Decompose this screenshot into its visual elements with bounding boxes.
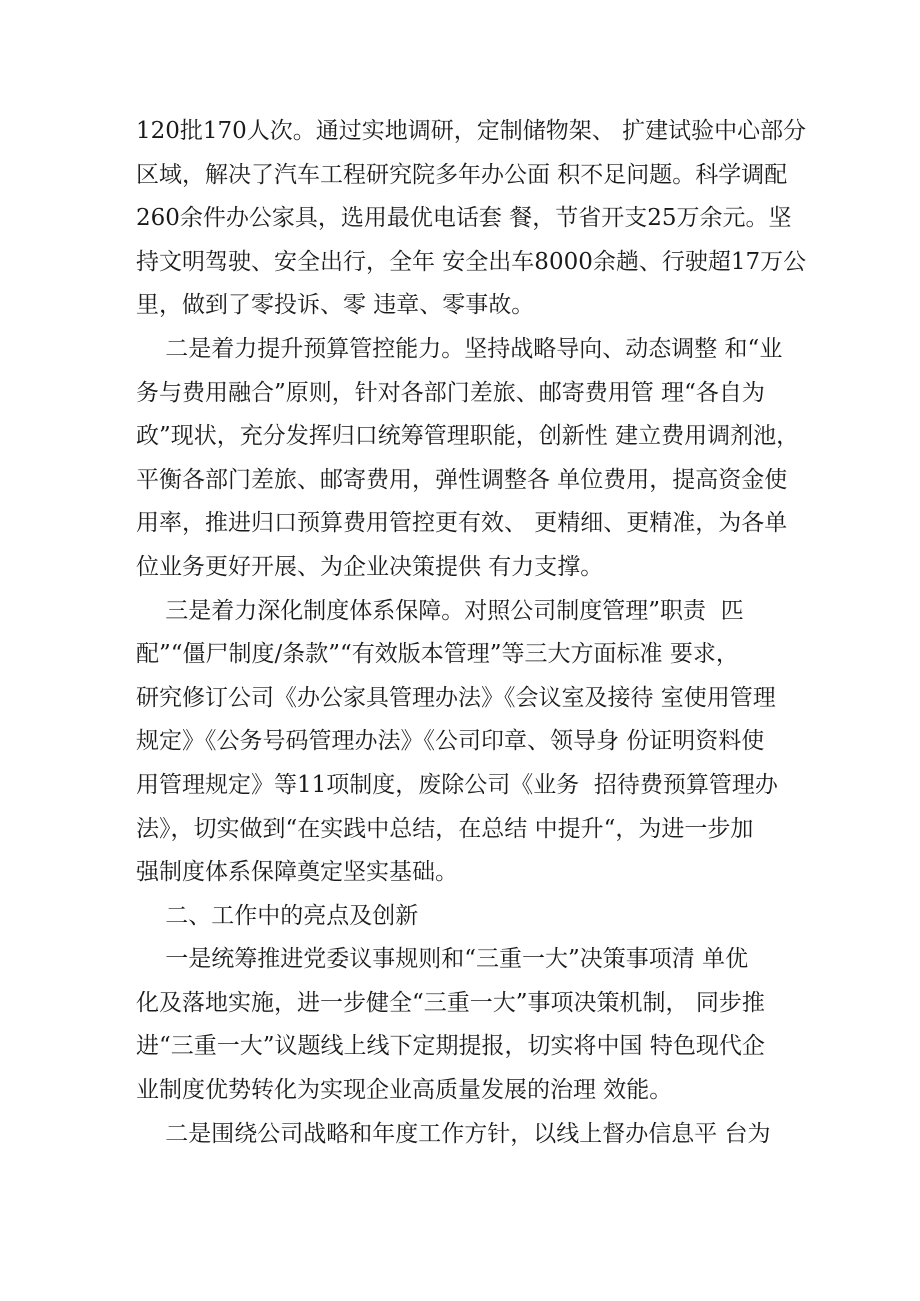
- body-text: [136, 110, 807, 1156]
- text-line: 里，做到了零投诉、零 违章、零事故。: [136, 292, 535, 319]
- text-line: 规定》《公务号码管理办法》《公司印章、领导身 份证明资料使: [136, 728, 765, 755]
- text-line: 政”现状，充分发挥归口统筹管理职能，创新性 建立费用调剂池，: [136, 423, 800, 450]
- text-line: 一是统筹推进党委议事规则和“三重一大”决策事项清 单优: [136, 946, 749, 973]
- text-line: 配”“僵尸制度/条款”“有效版本管理”等三大方面标准 要求，: [136, 641, 739, 668]
- text-line: 三是着力深化制度体系保障。对照公司制度管理”职责 匹: [136, 597, 744, 624]
- text-line: 二是着力提升预算管控能力。坚持战略导向、动态调整 和“业: [136, 335, 783, 362]
- text-line: 化及落地实施，进一步健全“三重一大”事项决策机制， 同步推: [136, 989, 765, 1016]
- text-line: 平衡各部门差旅、邮寄费用，弹性调整各 单位费用，提高资金使: [136, 466, 788, 493]
- text-line: 务与费用融合”原则，针对各部门差旅、邮寄费用管 理“各自为: [136, 379, 765, 406]
- text-line: 用管理规定》等11项制度，废除公司《业务 招待费预算管理办: [136, 771, 778, 798]
- text-line: 强制度体系保障奠定坚实基础。: [136, 859, 458, 886]
- text-line: 120批170人次。通过实地调研，定制储物架、 扩建试验中心部分: [136, 118, 807, 144]
- text-line: 研究修订公司《办公家具管理办法》《会议室及接待 室使用管理: [136, 684, 776, 711]
- text-line: 用率，推进归口预算费用管控更有效、 更精细、更精准，为各单: [136, 510, 788, 537]
- text-line: 业制度优势转化为实现企业高质量发展的治理 效能。: [136, 1077, 673, 1104]
- text-line: 进“三重一大”议题线上线下定期提报，切实将中国 特色现代企: [136, 1033, 765, 1060]
- text-line: 区域，解决了汽车工程研究院多年办公面 积不足问题。科学调配: [136, 161, 788, 188]
- text-line: 二是围绕公司战略和年度工作方针，以线上督办信息平 台为: [136, 1120, 771, 1147]
- text-line: 持文明驾驶、安全出行，全年 安全出车8000余趟、行驶超17万公: [136, 248, 807, 275]
- text-line: 位业务更好开展、为企业决策提供 有力支撑。: [136, 553, 604, 580]
- text-line: 法》，切实做到“在实践中总结，在总结 中提升“，为进一步加: [136, 815, 754, 842]
- text-line: 260余件办公家具，选用最优电话套 餐，节省开支25万余元。坚: [136, 205, 792, 232]
- section-heading: 二、工作中的亮点及创新: [136, 902, 419, 929]
